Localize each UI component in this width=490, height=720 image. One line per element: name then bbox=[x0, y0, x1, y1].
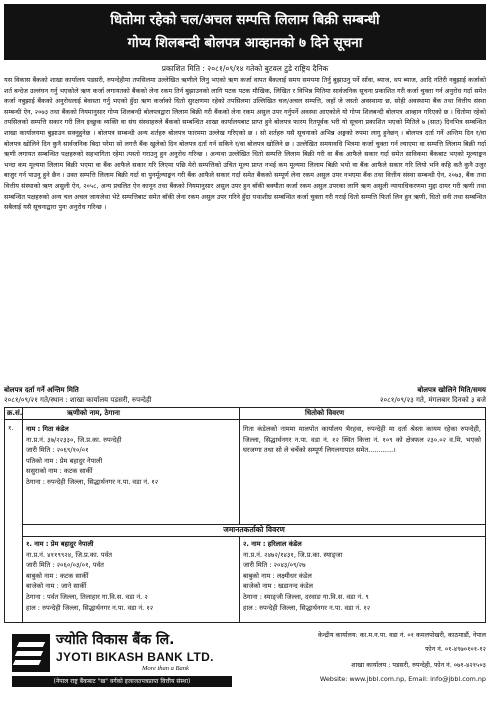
details-table bbox=[4, 407, 486, 623]
header-property: धितोको विवरण bbox=[305, 409, 345, 417]
borrower-issued-date: जारी मिति : २०६९/१०/०१ bbox=[26, 446, 89, 455]
guarantor-2-details bbox=[243, 539, 483, 613]
submission-deadline-value: २०८१/०९/२१ गते/स्थान : शाखा कार्यालय पडसरी, रुपन्देही bbox=[4, 396, 152, 404]
guarantor-1-address: ठेगाना : पर्वत जिल्ला, तिलाहार गा.वि.स. वडा नं. २ bbox=[26, 592, 148, 601]
notice-title-line-2: गोप्य शिलबन्दी बोलपत्र आव्हानको ७ दिने सूचना bbox=[127, 35, 363, 51]
guarantor-1-name: १. नाम : प्रेम बहादुर नेपाली bbox=[26, 540, 94, 548]
guarantor-1-grandfather: बाजेको नाम : जाने सार्की bbox=[26, 582, 87, 591]
guarantor-1-issued-date: जारी मिति : २०६०/०३/०१, पर्वत bbox=[26, 561, 104, 570]
guarantor-2-current-address: हाल : रुपन्देही जिल्ला, सिद्धार्थनगर न.पा. वडा नं. १२ bbox=[243, 603, 371, 612]
borrower-property-divider bbox=[239, 408, 240, 524]
guarantor-1-details bbox=[26, 539, 236, 613]
table-header bbox=[5, 408, 485, 420]
license-note: (नेपाल राष्ट्र बैंकबाट "ख" वर्गको इजाजतपत्रप्राप्त वित्तीय संस्था) bbox=[12, 676, 232, 687]
bank-name-nepali: ज्योति विकास बैंक लि. bbox=[56, 632, 175, 648]
serial-column-divider bbox=[22, 408, 23, 622]
publication-date: प्रकाशित मिति : २०८१/०९/१४ गतेको बुटवल टुडे राष्ट्रिय दैनिक bbox=[161, 64, 329, 73]
guarantor-2-address: ठेगाना : स्याङ्जी जिल्ला, दरवाङ गा.वि.स. वडा नं. ९ bbox=[243, 592, 369, 601]
notice-title-line-1: धितोमा रहेको चल/अचल सम्पत्ति लिलाम बिक्री सम्बन्धी bbox=[110, 12, 380, 28]
opening-date-label: बोलपत्र खोलिने मिति/समय bbox=[417, 386, 486, 394]
guarantor-2-issued-date: जारी मिति : २०४३/०९/२७ bbox=[243, 561, 306, 570]
borrower-name: नाम : गिता कंडेल bbox=[26, 425, 69, 433]
guarantor-2-grandfather: बाजेको नाम : खडानन्द कंडेल bbox=[243, 582, 313, 591]
borrower-father-in-law: ससुराको नाम : कटक सार्की bbox=[26, 467, 93, 476]
guarantor-2-citizenship: ना.प्र.नं. २४७२/१४३१, जि.प्र.का. स्याङ्जा bbox=[243, 550, 343, 559]
guarantor-column-divider bbox=[239, 536, 240, 622]
bank-logo-icon bbox=[12, 634, 50, 672]
guarantor-1-citizenship: ना.प्र.नं. ४११९९२४, जि.प्र.का. पर्वत bbox=[26, 550, 113, 559]
guarantor-2-father: बाबुको नाम : लक्ष्मीधर कंडेल bbox=[243, 571, 312, 580]
branch-office-contact: शाखा कार्यालय : पडसरी, रुपन्देही, फोन नं. ०७१-४२१५०३ bbox=[351, 661, 486, 669]
notice-body: यस विकास बैंकको शाखा कार्यालय पडसरी, रुपन्देहीमा तपसिलमा उल्लेखित ऋणीले लिनु भएको ऋण कर्जा वापत बैंकलाई समय समयमा तिर्नु बुझाउनु पर्ने साँवा, ब्याज, थप ब्याज, आदि नतिरी नबुझाई कर्जाको शर्त बन्देज उल्लंघन गर्नु भएकोले ऋण कर्जा लगायतको बैंकको लेना रकम तिर्न बुझाउनको लागि पटक पटक मौखिक, लिखित र विभिन्न मितिमा सार्वजनिक सूचना प्रकाशित गरी कर्जा चुक्ता गर्न अनुरोध गर्दा समेत कर्जा नबुझाई बैंकको अनुरोधलाई बेवास्ता गर्नु भएको हुँदा ऋण कर्जाको धितो सुरक्षणमा रहेको तपसिलमा उल्लिखित चल/अचल सम्पत्ति, जहाँ जे जस्तो अवस्थामा छ, सोही अवस्थामा बैंक तथा वित्तीय संस्था सम्बन्धी ऐन, २०७३ तथा बैंकको नियमानुसार गोप्य शिलबन्दी बोलपत्रद्वारा लिलाम बिक्री गरी बैंकको लेना रकम असुल उपर गर्नुपर्ने अवस्था आएकोले यो गोप्य शिलबन्दी बोलपत्र आव्हान गरिएको छ । धितोमा रहेको तपसिलको सम्पत्ति सकार गरी लिन इच्छुक व्यक्ति वा संघ संस्थाहरुले बैंकको सम्बन्धित शाखा कार्यालयबाट प्राप्त हुने बोलपत्र फारम रितपूर्वक भरी यो सूचना प्रकाशित भएको मितिले ७ (सात) दिनभित्र सम्बन्धित शाखा कार्यालयमा बुझाउन सक्नुहुनेछ । बोलपत्र सम्बन्धी अन्य शर्तहरु बोलपत्र फारममा उल्लेख गरिएको छ । सो शर्तहरु यसै सूचनाको अभिन्न अङ्गको रुपमा लागु हुनेछन् । बोलपत्र दर्ता गर्ने अन्तिम दिन र/वा बोलपत्र खोलिने दिन कुनै सार्वजनिक बिदा परेमा सो लगत्तै बैंक खुलेको दिन बोलपत्र दर्ता गर्न सकिने र/वा बोलपत्र खोलिने छ । उल्लेखित समयावधि भित्रमा कर्जा चुक्ता गर्न ल्याएमा वा सम्पत्ति लिलाम बिक्री गर्दा ऋणी लगायत सम्बन्धित पक्षहरुको सहभागिता रहेमा त्यस्तो गराउनु हुन अनुरोध गरिन्छ । अन्यथा उल्लेखित धितो सम्पत्ति लिलाम बिक्री गरी वा बैंक आफैले सकार गर्दा समेत साविकमा बैंकबाट भएको मूल्याङ्कन भन्दा कम मूल्यमा लिलाम बिक्री भएमा वा बैंक आफैले सकार गरि लिएमा पछि मेरो सम्पत्तिको उचित मूल्य प्राप्त नभई कम मूल्यमा लिलाम बिक्री भयो वा बैंक आफैले सकार गरि लियो भनि कहि कतै कुनै उजुर बाजुर गर्न पाउनु हुने छैन । उक्त सम्पत्ति लिलाम बिक्री गर्दा वा पुनर्मूल्याङ्कन गरी बैंक आफैले सकार गर्दा समेत बैंकको सम्पूर्ण लेना रकम असुल उपर नभएमा बैंक तथा वित्तीय संस्था सम्बन्धी ऐन, २०७३, बैंक तथा वित्तीय संस्थाको ऋण असुली ऐन, २०५८, अन्य प्रचलित ऐन कानून तथा बैंकको नियमानुसार असुल उपर हुन बाँकी बक्यौता कर्जा रकम असुल उपरका लागि ऋण असुली न्यायाधिकरणमा मुद्दा दायर गरी ऋणी तथा सम्बन्धित पक्षहरुको अन्य चल अचल जायजेथा भेटे सम्पत्तिबाट समेत बाँकी लेना रकम असुल उपर गरिने हुँदा यथाशीघ्र सम्बन्धित कर्जा चुक्ता गरी गराई धितो सम्पत्ति फिर्ता लिन हुन ऋणी, धितो धनी तथा सम्बन्धित सबैलाई यसै सूचनाद्वारा पुनः अनुरोध गरिन्छ । bbox=[4, 76, 486, 212]
borrower-details bbox=[26, 424, 236, 488]
property-description: गिता कंडेलको नाममा मालपोत कार्यालय भैरहवा, रुपन्देही मा दर्ता श्रेस्ता कायम रहेका रुपन्देही, जिल्ला, सिद्धार्थनगर न.पा. वडा नं. १२ स्थित कित्ता नं. १०९ को क्षेत्रफल २३०.०२ व.मि. भएको घरजग्गा तथा सो ले चर्चेको सम्पूर्ण लिगलगापात समेत............। bbox=[243, 425, 481, 455]
central-office-address: केन्द्रीय कार्यालय: का.म.न.पा. वडा नं. ०१ कमलपोखरी, काठमाडौं, नेपाल bbox=[317, 631, 486, 639]
bank-name-english: JYOTI BIKASH BANK LTD. bbox=[56, 650, 214, 664]
borrower-citizenship: ना.प्र.नं. ३७/२२३३०, जि.प्र.का. रुपन्देही bbox=[26, 435, 122, 444]
header-borrower: ऋणीको नाम, ठेगाना bbox=[67, 409, 120, 417]
submission-deadline-label: बोलपत्र दर्ता गर्ने अन्तिम मिति bbox=[4, 386, 79, 394]
guarantor-section-title: जमानतकर्ताको विवरण bbox=[223, 525, 285, 534]
borrower-husband: पतिको नाम : प्रेम बहादुर नेपाली bbox=[26, 456, 103, 465]
serial-number: १. bbox=[8, 424, 14, 432]
bank-footer bbox=[4, 628, 486, 716]
guarantor-1-current-address: हाल : रुपन्देही जिल्ला, सिद्धार्थनगर न.पा. वडा नं. १२ bbox=[26, 603, 154, 612]
bank-tagline: More than a Bank bbox=[142, 665, 189, 672]
opening-date-value: २०८१/०९/२३ गते, मंगलबार दिनको ३ बजे bbox=[379, 396, 486, 404]
website-email: Website: www.jbbl.com.np, Email: info@jbbl.com.np bbox=[319, 675, 486, 683]
borrower-address: ठेगाना : रुपन्देही जिल्ला, सिद्धार्थनगर न.पा. वडा नं. १२ bbox=[26, 477, 159, 486]
guarantor-title-divider bbox=[22, 536, 485, 537]
guarantor-1-father: बाबुको नाम : कटक सार्की bbox=[26, 571, 89, 580]
guarantor-2-name: २. नाम : हरिलाल कंडेल bbox=[243, 540, 302, 548]
header-serial: क्र.सं. bbox=[7, 409, 23, 417]
central-office-phone: फोन नं. ०१-४९७०१०१-१२ bbox=[425, 645, 486, 653]
notice-title-banner bbox=[4, 4, 486, 60]
